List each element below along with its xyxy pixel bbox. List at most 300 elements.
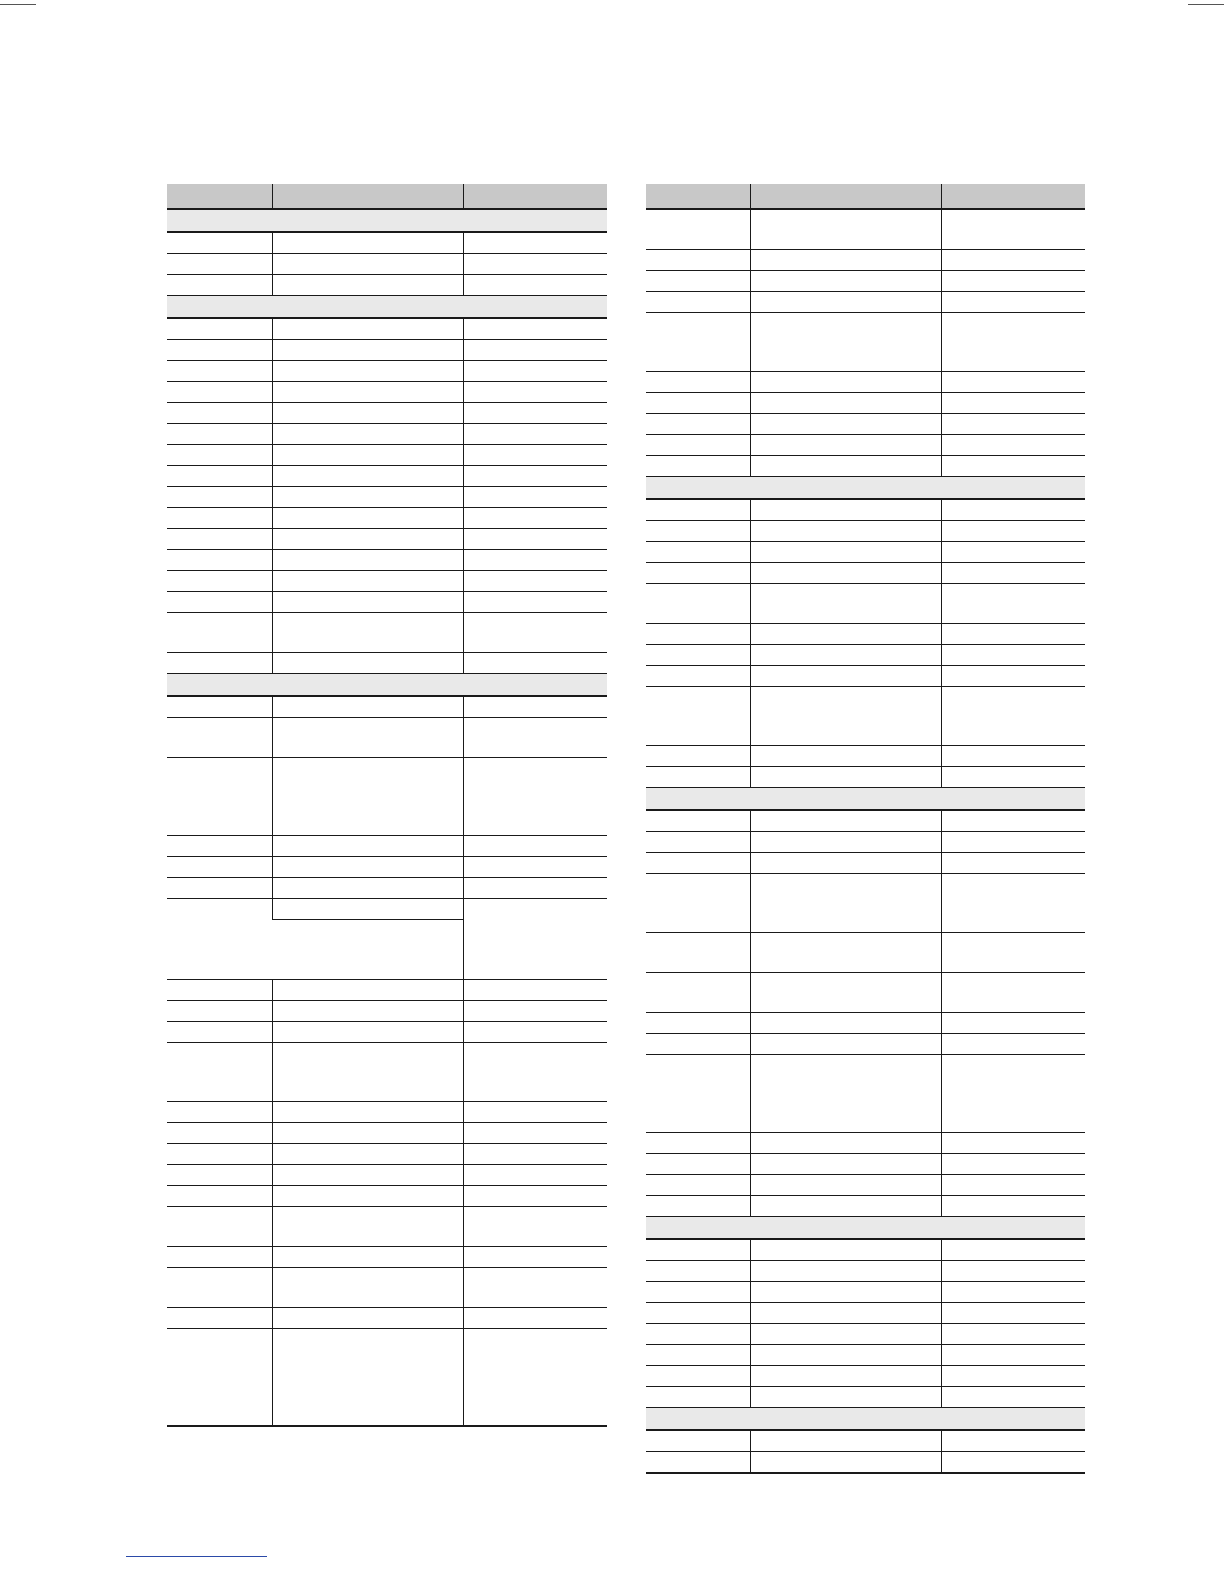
spec-value-cell (272, 878, 463, 899)
table-row (646, 832, 1085, 853)
spec-value-cell (750, 746, 941, 767)
spec-value-cell (272, 696, 463, 718)
table-row (167, 1186, 607, 1207)
spec-name-cell (167, 613, 272, 653)
spec-note-cell (941, 563, 1085, 584)
table-row (646, 1366, 1085, 1387)
spec-value-cell (750, 1055, 941, 1133)
spec-value-cell (272, 899, 463, 920)
spec-note-cell (463, 1207, 607, 1247)
spec-note-cell (463, 318, 607, 340)
section-title (167, 209, 607, 232)
section-header-row (646, 1408, 1085, 1431)
header-col-1 (646, 184, 750, 209)
table-row (167, 361, 607, 382)
spec-note-cell (463, 1123, 607, 1144)
spec-value-cell (750, 271, 941, 292)
spec-name-cell (646, 1055, 750, 1133)
table-row (646, 1324, 1085, 1345)
spec-note-cell (941, 1366, 1085, 1387)
spec-name-cell (167, 1165, 272, 1186)
section-title (646, 788, 1085, 811)
spec-note-cell (941, 271, 1085, 292)
spec-note-cell (463, 424, 607, 445)
spec-value-cell (750, 1282, 941, 1303)
spec-note-cell (463, 275, 607, 296)
spec-name-cell (167, 899, 272, 980)
spec-value-cell (750, 209, 941, 250)
spec-value-cell (272, 424, 463, 445)
spec-value-cell (750, 1196, 941, 1217)
spec-value-cell (272, 758, 463, 836)
spec-note-cell (941, 1261, 1085, 1282)
spec-value-cell (750, 250, 941, 271)
spec-value-cell (750, 853, 941, 874)
spec-value-cell (272, 571, 463, 592)
spec-value-cell (750, 1133, 941, 1154)
spec-note-cell (463, 508, 607, 529)
spec-name-cell (646, 1034, 750, 1055)
spec-note-cell (463, 980, 607, 1001)
spec-value-cell (750, 1154, 941, 1175)
spec-value-cell (750, 542, 941, 563)
spec-value-cell (272, 980, 463, 1001)
spec-value-cell (750, 456, 941, 477)
spec-value-cell (272, 550, 463, 571)
table-row (646, 563, 1085, 584)
spec-value-cell (272, 1247, 463, 1268)
table-row (646, 209, 1085, 250)
table-row (167, 571, 607, 592)
spec-name-cell (646, 1154, 750, 1175)
section-title (646, 1408, 1085, 1431)
spec-name-cell (167, 275, 272, 296)
spec-value-cell (750, 933, 941, 973)
spec-value-cell (750, 1175, 941, 1196)
spec-note-cell (463, 403, 607, 424)
table-row (646, 313, 1085, 372)
spec-note-cell (463, 1001, 607, 1022)
spec-note-cell (463, 878, 607, 899)
spec-note-cell (463, 1165, 607, 1186)
section-header-row (167, 296, 607, 319)
spec-name-cell (167, 1123, 272, 1144)
spec-note-cell (941, 1034, 1085, 1055)
spec-value-cell (750, 832, 941, 853)
table-row (167, 899, 607, 920)
spec-value-cell (272, 1308, 463, 1329)
table-row (167, 1022, 607, 1043)
spec-name-cell (646, 1303, 750, 1324)
spec-name-cell (167, 1207, 272, 1247)
table-row (646, 666, 1085, 687)
spec-note-cell (941, 1282, 1085, 1303)
table-row (646, 810, 1085, 832)
spec-name-cell (167, 571, 272, 592)
spec-name-cell (646, 1013, 750, 1034)
spec-note-cell (941, 414, 1085, 435)
spec-note-cell (463, 1186, 607, 1207)
table-row (646, 542, 1085, 563)
spec-note-cell (463, 696, 607, 718)
spec-value-cell (272, 718, 463, 758)
spec-value-cell (750, 874, 941, 933)
spec-note-cell (941, 292, 1085, 313)
spec-name-cell (167, 254, 272, 275)
section-title (167, 296, 607, 319)
spec-name-cell (646, 1196, 750, 1217)
spec-value-cell (272, 318, 463, 340)
section-header-row (167, 674, 607, 697)
table-row (167, 758, 607, 836)
spec-value-cell (272, 836, 463, 857)
table-row (167, 1144, 607, 1165)
table-row (167, 1043, 607, 1102)
spec-value-cell (272, 1022, 463, 1043)
spec-name-cell (167, 318, 272, 340)
spec-name-cell (646, 393, 750, 414)
spec-note-cell (941, 1239, 1085, 1261)
spec-note-cell (941, 1430, 1085, 1452)
spec-value-cell (750, 1452, 941, 1474)
spec-note-cell (941, 1196, 1085, 1217)
table-row (646, 372, 1085, 393)
table-row (646, 853, 1085, 874)
spec-note-cell (941, 1013, 1085, 1034)
spec-name-cell (646, 624, 750, 645)
table-row (646, 746, 1085, 767)
spec-value-cell (750, 1430, 941, 1452)
spec-note-cell (941, 645, 1085, 666)
spec-note-cell (941, 372, 1085, 393)
spec-note-cell (463, 653, 607, 674)
spec-value-cell (272, 1144, 463, 1165)
spec-name-cell (167, 1268, 272, 1308)
table-row (167, 254, 607, 275)
spec-value-cell (272, 254, 463, 275)
spec-name-cell (646, 521, 750, 542)
spec-value-cell (750, 292, 941, 313)
table-row (646, 250, 1085, 271)
spec-name-cell (646, 1452, 750, 1474)
table-row (646, 456, 1085, 477)
table-row (167, 424, 607, 445)
spec-note-cell (463, 232, 607, 254)
spec-note-cell (463, 1102, 607, 1123)
spec-name-cell (646, 874, 750, 933)
spec-name-cell (167, 758, 272, 836)
table-row (646, 1175, 1085, 1196)
spec-value-cell (272, 1207, 463, 1247)
spec-name-cell (646, 1366, 750, 1387)
table-row (646, 1154, 1085, 1175)
spec-note-cell (463, 1308, 607, 1329)
spec-note-cell (941, 853, 1085, 874)
spec-name-cell (646, 292, 750, 313)
spec-value-cell (750, 767, 941, 788)
table-row (646, 584, 1085, 624)
spec-name-cell (167, 1022, 272, 1043)
table-row (646, 1282, 1085, 1303)
spec-value-cell (272, 1165, 463, 1186)
spec-value-cell (750, 645, 941, 666)
spec-note-cell (463, 758, 607, 836)
table-row (167, 508, 607, 529)
spec-value-cell (750, 435, 941, 456)
spec-note-cell (463, 592, 607, 613)
spec-note-cell (463, 1144, 607, 1165)
spec-note-cell (941, 746, 1085, 767)
spec-value-cell (272, 487, 463, 508)
spec-note-cell (463, 529, 607, 550)
spec-name-cell (646, 499, 750, 521)
spec-name-cell (646, 1239, 750, 1261)
table-row (167, 878, 607, 899)
spec-note-cell (941, 1324, 1085, 1345)
spec-name-cell (167, 1247, 272, 1268)
table-row (167, 653, 607, 674)
table-row (646, 435, 1085, 456)
spec-value-cell (750, 1261, 941, 1282)
spec-name-cell (646, 1387, 750, 1408)
header-col-1 (167, 184, 272, 209)
table-row (167, 1308, 607, 1329)
spec-value-cell (272, 653, 463, 674)
spec-value-cell (750, 414, 941, 435)
table-row (646, 1261, 1085, 1282)
spec-note-cell (941, 1387, 1085, 1408)
spec-name-cell (646, 1175, 750, 1196)
section-title (646, 1217, 1085, 1240)
table-row (646, 1055, 1085, 1133)
spec-value-cell (272, 1043, 463, 1102)
spec-name-cell (646, 1345, 750, 1366)
spec-value-cell (750, 687, 941, 746)
table-row (167, 1102, 607, 1123)
spec-name-cell (167, 1043, 272, 1102)
spec-value-cell (750, 973, 941, 1013)
spec-note-cell (941, 1452, 1085, 1474)
spec-note-cell (941, 542, 1085, 563)
table-row (167, 403, 607, 424)
spec-note-cell (941, 1154, 1085, 1175)
spec-value-cell (272, 275, 463, 296)
spec-name-cell (646, 973, 750, 1013)
spec-name-cell (646, 853, 750, 874)
spec-name-cell (646, 1282, 750, 1303)
spec-note-cell (463, 254, 607, 275)
spec-name-cell (167, 696, 272, 718)
table-row (167, 592, 607, 613)
table-row (646, 499, 1085, 521)
table-row (646, 393, 1085, 414)
table-row (646, 271, 1085, 292)
table-row (167, 232, 607, 254)
spec-note-cell (463, 613, 607, 653)
spec-value-cell (750, 499, 941, 521)
spec-value-cell (272, 857, 463, 878)
table-row (167, 487, 607, 508)
table-row (167, 340, 607, 361)
table-row (167, 275, 607, 296)
spec-value-cell (750, 1303, 941, 1324)
spec-note-cell (941, 973, 1085, 1013)
spec-name-cell (646, 767, 750, 788)
table-row (646, 1303, 1085, 1324)
spec-note-cell (941, 1303, 1085, 1324)
spec-name-cell (167, 403, 272, 424)
spec-value-cell (272, 508, 463, 529)
spec-name-cell (167, 653, 272, 674)
spec-note-cell (463, 1329, 607, 1427)
table-row (167, 529, 607, 550)
spec-value-cell (272, 403, 463, 424)
spec-note-cell (463, 571, 607, 592)
table-row (167, 318, 607, 340)
table-row (167, 550, 607, 571)
table-header-row (167, 184, 607, 209)
spec-value-cell (272, 340, 463, 361)
spec-name-cell (167, 424, 272, 445)
spec-table-left (167, 184, 607, 1427)
table-row (646, 1452, 1085, 1474)
spec-value-cell (750, 1034, 941, 1055)
table-row (646, 1387, 1085, 1408)
spec-name-cell (646, 209, 750, 250)
spec-value-cell (272, 1001, 463, 1022)
spec-name-cell (646, 832, 750, 853)
spec-name-cell (167, 1144, 272, 1165)
spec-value-cell (750, 1366, 941, 1387)
spec-note-cell (941, 1345, 1085, 1366)
spec-note-cell (941, 624, 1085, 645)
spec-value-cell (272, 1329, 463, 1427)
spec-value-cell (272, 613, 463, 653)
spec-name-cell (167, 878, 272, 899)
spec-name-cell (646, 1324, 750, 1345)
footer-rule (126, 1556, 267, 1557)
table-body (646, 209, 1085, 1473)
table-row (646, 624, 1085, 645)
table-row (646, 1345, 1085, 1366)
spec-value-cell (272, 592, 463, 613)
spec-name-cell (646, 687, 750, 746)
spec-table-right (646, 184, 1085, 1474)
spec-note-cell (463, 857, 607, 878)
spec-name-cell (646, 810, 750, 832)
spec-value-cell (750, 624, 941, 645)
table-row (646, 1430, 1085, 1452)
spec-note-cell (941, 874, 1085, 933)
table-row (646, 1239, 1085, 1261)
table-row (167, 1165, 607, 1186)
spec-note-cell (941, 1055, 1085, 1133)
spec-note-cell (941, 767, 1085, 788)
spec-value-cell (272, 1186, 463, 1207)
table-row (167, 836, 607, 857)
table-row (646, 1034, 1085, 1055)
spec-note-cell (941, 666, 1085, 687)
table-row (167, 857, 607, 878)
spec-name-cell (167, 1329, 272, 1427)
table-row (646, 292, 1085, 313)
spec-name-cell (167, 382, 272, 403)
table-row (646, 767, 1085, 788)
spec-note-cell (941, 521, 1085, 542)
spec-note-cell (941, 1133, 1085, 1154)
spec-name-cell (167, 718, 272, 758)
spec-name-cell (646, 313, 750, 372)
spec-note-cell (463, 718, 607, 758)
spec-value-cell (750, 1013, 941, 1034)
table-row (167, 718, 607, 758)
table-row (167, 1123, 607, 1144)
spec-value-cell (272, 361, 463, 382)
spec-note-cell (941, 393, 1085, 414)
spec-value-cell (750, 1345, 941, 1366)
crop-mark-left (0, 4, 36, 5)
table-row (167, 980, 607, 1001)
section-header-row (646, 477, 1085, 500)
spec-name-cell (646, 372, 750, 393)
table-row (646, 1196, 1085, 1217)
spec-note-cell (941, 933, 1085, 973)
table-row (646, 521, 1085, 542)
spec-note-cell (463, 550, 607, 571)
spec-value-cell (272, 1102, 463, 1123)
table-row (646, 687, 1085, 746)
spec-name-cell (646, 435, 750, 456)
spec-note-cell (463, 1268, 607, 1308)
spec-name-cell (646, 414, 750, 435)
table-body (167, 209, 607, 1426)
spec-value-cell (272, 529, 463, 550)
spec-name-cell (167, 1308, 272, 1329)
spec-value-cell (272, 920, 463, 980)
table-row (167, 1268, 607, 1308)
table-row (646, 1133, 1085, 1154)
spec-value-cell (272, 1123, 463, 1144)
table-row (167, 1329, 607, 1427)
spec-name-cell (167, 361, 272, 382)
spec-value-cell (750, 584, 941, 624)
table-row (646, 1013, 1085, 1034)
spec-value-cell (272, 445, 463, 466)
table-row (167, 1247, 607, 1268)
spec-name-cell (167, 340, 272, 361)
spec-value-cell (750, 372, 941, 393)
spec-name-cell (167, 980, 272, 1001)
spec-note-cell (941, 250, 1085, 271)
spec-name-cell (646, 250, 750, 271)
spec-name-cell (646, 584, 750, 624)
spec-note-cell (941, 209, 1085, 250)
spec-note-cell (941, 832, 1085, 853)
spec-name-cell (167, 1102, 272, 1123)
spec-name-cell (646, 1261, 750, 1282)
spec-note-cell (941, 435, 1085, 456)
table-row (167, 445, 607, 466)
section-title (646, 477, 1085, 500)
spec-value-cell (750, 1324, 941, 1345)
spec-name-cell (167, 857, 272, 878)
spec-note-cell (463, 382, 607, 403)
spec-note-cell (941, 584, 1085, 624)
spec-name-cell (646, 1430, 750, 1452)
spec-name-cell (167, 1001, 272, 1022)
spec-note-cell (463, 340, 607, 361)
spec-name-cell (167, 232, 272, 254)
